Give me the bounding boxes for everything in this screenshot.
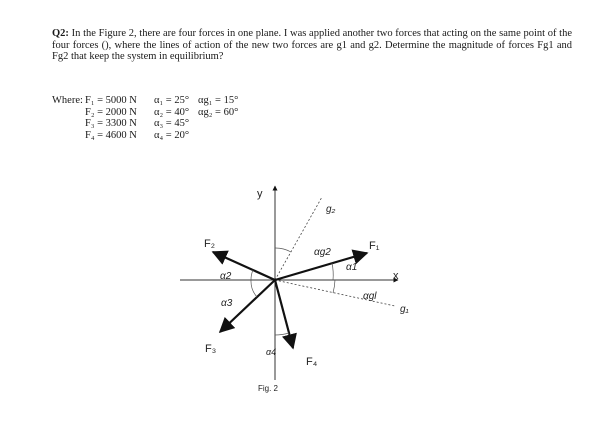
force-f3: F₃ = 3300 N [85, 118, 137, 130]
angle-a2: α₂ = 40° [154, 106, 190, 118]
g1-label: g₁ [400, 304, 409, 315]
force-f4: F₄ = 4600 N [85, 129, 137, 141]
given-label: Where: [52, 95, 83, 106]
g2-label: g₂ [326, 204, 336, 215]
angle-ag1: αg₁ = 15° [198, 95, 239, 106]
alpha-g1-label: αgl [363, 291, 377, 302]
arc-alpha1 [332, 263, 333, 280]
angle-a3: α₃ = 45° [154, 118, 190, 130]
f2-label: F₂ [204, 238, 215, 250]
arc-alpha-g2 [275, 248, 291, 252]
arc-alpha-g1 [333, 280, 335, 293]
figure-caption: Fig. 2 [258, 384, 279, 393]
y-axis-label: y [257, 188, 263, 200]
alpha3-label: α3 [221, 298, 233, 309]
f4-label: F₄ [306, 356, 318, 368]
angle-a4: α₄ = 20° [154, 129, 190, 141]
alpha2-label: α2 [220, 271, 232, 282]
arc-alpha2 [251, 270, 253, 280]
force-f1: F₁ = 5000 N [85, 95, 137, 106]
arc-alpha3 [251, 280, 257, 297]
x-axis-label: x [393, 270, 399, 282]
question-body: In the Figure 2, there are four forces in one plane. I was applied another two forces that acting on the same point of the four forces (), where the lines of action of the new two forces are g1 and g2. Determine the magnitude of forces Fg1 and Fg2 that keep the system in equilibrium? [52, 28, 573, 63]
alpha4-label: α4 [266, 347, 277, 357]
alpha-g2-label: αg2 [314, 247, 331, 258]
force-f2: F₂ = 2000 N [85, 106, 137, 118]
angle-a1: α₁ = 25° [154, 95, 190, 106]
f3-label: F₃ [205, 343, 217, 355]
f1-label: F₁ [369, 240, 380, 252]
force-arrow-f4 [275, 280, 293, 348]
angle-ag2: αg₂ = 60° [198, 106, 239, 118]
question-number: Q2: [52, 28, 69, 39]
arc-alpha4 [275, 333, 289, 335]
alpha1-label: α1 [346, 262, 358, 273]
